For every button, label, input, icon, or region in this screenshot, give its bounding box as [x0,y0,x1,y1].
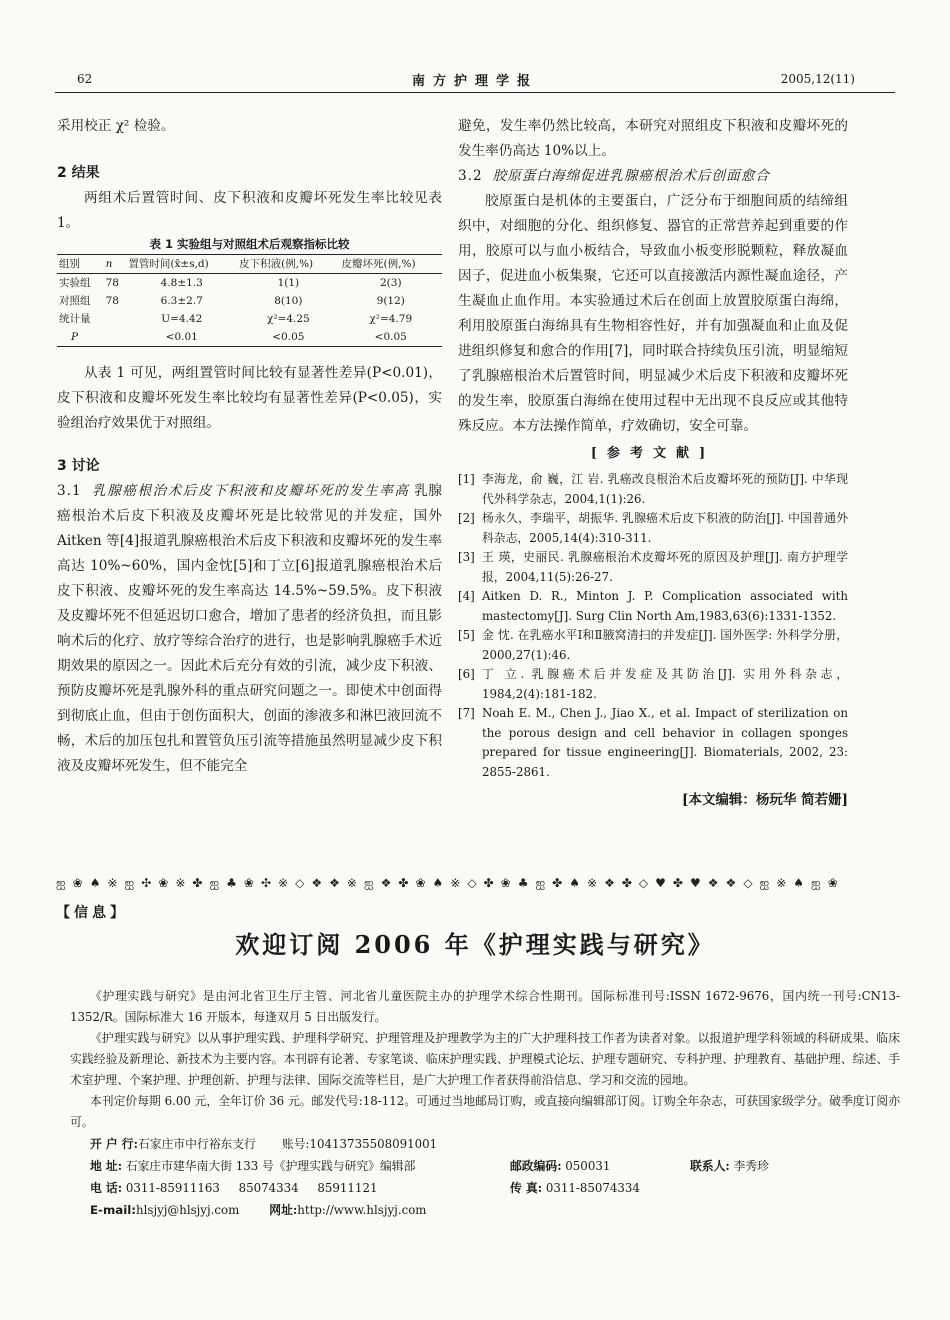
table-header-cell: 置管时间(x̄±s,d) [126,255,237,274]
web-label: 网址: [269,1203,298,1217]
results-text: 两组术后置管时间、皮下积液和皮瓣坏死发生率比较见表 1。 [57,190,442,231]
fax-cell [510,1177,640,1199]
table-cell: 1(1) [277,277,300,289]
table-cell: 78 [105,295,119,307]
reference-item [458,665,848,704]
contact-value: 李秀珍 [733,1159,769,1173]
table-cell: U=4.42 [161,313,203,325]
bank-label: 开 户 行: [90,1137,138,1151]
table-cell: 4.8±1.3 [160,277,203,289]
fax-value: 0311-85074334 [545,1181,640,1195]
contact-web-row [90,1199,900,1221]
subsection-3-1 [57,479,442,779]
table-cell: 统计量 [59,313,91,325]
table-cell: <0.05 [340,328,442,347]
table-cell: 实验组 [59,277,91,289]
subscription-info [70,986,900,1221]
continued-text: 避免，发生率仍然比较高，本研究对照组皮下积液和皮瓣坏死的发生率仍高达 10%以上。 [458,118,848,159]
reference-item [458,704,848,782]
info-tag: 【信息】 [56,905,128,921]
account-label: 账号: [281,1137,310,1151]
postcode-label: 邮政编码: [510,1159,562,1173]
results-heading: 2 结果 [57,165,100,181]
right-column [458,114,848,813]
table-cell: 对照组 [59,295,91,307]
phone-cell [90,1177,510,1199]
issue-number: 2005,12(11) [780,72,855,86]
references-title: [参考文献] [590,446,716,461]
table-row [57,292,442,310]
info-paragraph: 本刊定价每期 6.00 元，全年订价 36 元。邮发代号:18-112。可通过当地邮局订购，或直接向编辑部订阅。订购全年杂志，可获国家级学分。破季度订阅亦可。 [70,1094,900,1129]
table-row [57,274,442,293]
reference-text: 金 忱. 在乳癌水平Ⅰ和Ⅱ腋窝清扫的并发症[J]. 国外医学: 外科学分册，2000,27(1):46. [482,628,848,662]
subsection-number: 3.1 [57,483,82,499]
reference-text: 丁 立. 乳腺癌术后并发症及其防治[J]. 实用外科杂志，1984,2(4):181-182. [482,667,848,701]
phone-value: 0311-85911163 85074334 85911121 [125,1181,378,1195]
reference-number: [1] [458,472,475,486]
reference-number: [3] [458,550,475,564]
reference-text: 李海龙，俞 巍，江 岩. 乳癌改良根治术后皮瓣坏死的预防[J]. 中华现代外科学杂志，2004,1(1):26. [482,472,848,506]
reference-number: [4] [458,589,475,603]
table-cell [104,310,127,328]
table-cell: χ²=4.25 [266,313,310,325]
page-number: 62 [77,72,93,86]
phone-label: 电 话: [90,1181,123,1195]
address-cell [90,1155,510,1177]
postcode-cell [510,1155,690,1177]
table-header-cell: 组别 [57,255,104,274]
table-cell: χ²=4.79 [369,313,413,325]
reference-text: 杨永久，李瑞平，胡振华. 乳腺癌术后皮下积液的防治[J]. 中国普通外科杂志，2005,14(4):310-311. [482,511,848,545]
table-cell: <0.01 [126,328,237,347]
reference-number: [6] [458,667,475,681]
table-row [57,310,442,328]
table-header-cell: 皮瓣坏死(例,%) [340,255,442,274]
table-row [57,328,442,347]
reference-number: [2] [458,511,475,525]
address-value: 石家庄市建华南大街 133 号《护理实践与研究》编辑部 [125,1159,416,1173]
table-cell: <0.05 [237,328,339,347]
fax-label: 传 真: [510,1181,543,1195]
table-note: 从表 1 可见，两组置管时间比较有显著性差异(P<0.01)，皮下积液和皮瓣坏死发生率比较均有显著性差异(P<0.05)，实验组治疗效果优于对照组。 [57,365,442,431]
table-cell: 9(12) [376,295,405,307]
reference-text: Aitken D. R., Minton J. P. Complication associated with mastectomy[J]. Surg Clin North Am,1983,63(6):1331-1352. [482,589,848,623]
reference-number: [5] [458,628,475,642]
reference-text: 王 瑛，史丽民. 乳腺癌根治术皮瓣坏死的原因及护理[J]. 南方护理学报，2004,11(5):26-27. [482,550,848,584]
references-list [458,470,848,782]
table-cell: 2(3) [379,277,402,289]
table-caption: 表 1 实验组与对照组术后观察指标比较 [149,237,350,251]
postcode-value: 050031 [565,1159,611,1173]
table-cell: P [57,328,104,347]
journal-title: 南方护理学报 [411,74,538,89]
bank-row [90,1133,900,1155]
table-header-cell: 皮下积液(例,%) [237,255,339,274]
results-table [57,236,442,347]
phone-row [90,1177,900,1199]
ornamental-divider: ஐ ❀ ♠ ※ ஐ ✣ ❀ ※ ✤ ஐ ♣ ❀ ✣ ※ ◇ ❖ ❖ ※ ஐ ❖ ✤ ❀ ♠ ※ ◇ ✤ ❀ ♣ ஐ ✤ ♠ ※ ❖ ✤ ◇ ♥ ✤ ♥ ❖ ❖ ◇ ஐ ※ ♠ ஐ ❀ [56,876,840,890]
reference-item [458,470,848,509]
account-value: 10413735508091001 [309,1137,438,1151]
table-cell: 8(10) [274,295,303,307]
left-column [57,114,442,779]
reference-item [458,626,848,665]
email-value[interactable]: hlsjyj@hlsjyj.com [136,1203,240,1217]
page-header [55,66,895,93]
address-label: 地 址: [90,1159,123,1173]
reference-item [458,587,848,626]
editor-credit: [本文编辑：杨玩华 简若姗] [682,792,848,808]
subsection-body: 乳腺癌根治术后皮下积液及皮瓣坏死是比较常见的并发症，国外 Aitken 等[4]报道乳腺癌根治术后皮下积液和皮瓣坏死的发生率高达 10%~60%，国内金忱[5]和丁立[6]报道乳腺癌根治术后皮下积液、皮瓣坏死的发生率高达 14.5%~59.5%。皮下积液及皮瓣坏死不但延迟切口愈合，增加了患者的经济负担，而且影响术后的化疗、放疗等综合治疗的进行，也是影响乳腺癌手术近期效果的原因之一。因此术后充分有效的引流，减少皮下积液、预防皮瓣坏死是乳腺外科的重点研究问题之一。即使术中创面得到彻底止血，但由于创伤面积大，创面的渗液多和淋巴液回流不畅，术后的加压包扎和置管负压引流等措施虽然明显减少皮下积液及皮瓣坏死发生，但不能完全 [57,483,443,774]
web-value[interactable]: http://www.hlsjyj.com [297,1203,427,1217]
info-paragraph: 《护理实践与研究》是由河北省卫生厅主管、河北省儿童医院主办的护理学术综合性期刊。国际标准刊号:ISSN 1672-9676，国内统一刊号:CN13-1352/R。国际标准大 16 开版本，每逢双月 5 日出版发行。 [70,989,900,1024]
reference-text: Noah E. M., Chen J., Jiao X., et al. Impact of sterilization on the porous design and cell behavior in collagen sponges prepared for tissue engineering[J]. Biomaterials, 2002, 23: 2855-2861. [482,706,848,779]
reference-item [458,509,848,548]
address-row [90,1155,900,1177]
subsection-3-2-body: 胶原蛋白是机体的主要蛋白，广泛分布于细胞间质的结缔组织中，对细胞的分化、组织修复、器官的正常营养起到重要的作用，胶原可以与血小板结合，导致血小板变形脱颗粒，释放凝血因子，促进血小板集聚，它还可以直接激活内源性凝血途径，产生凝血止血作用。本实验通过术后在创面上放置胶原蛋白海绵，利用胶原蛋白海绵具有生物相容性好，并有加强凝血和止血及促进组织修复和愈合的作用[7]，同时联合持续负压引流，明显缩短了乳腺癌根治术后置管时间，明显减少术后皮下积液和皮瓣坏死的发生率，胶原蛋白海绵在使用过程中无出现不良反应或其他特殊反应。本方法操作简单，疗效确切，安全可靠。 [458,193,848,434]
subsection-title-text: 胶原蛋白海绵促进乳腺癌根治术后创面愈合 [492,168,770,184]
table-cell: 6.3±2.7 [160,295,203,307]
email-label: E-mail: [90,1203,137,1217]
subscription-banner: 欢迎订阅 2006 年《护理实践与研究》 [235,930,715,959]
reference-number: [7] [458,706,475,720]
contact-cell [690,1155,769,1177]
intro-text: 采用校正 χ² 检验。 [57,118,175,134]
info-paragraph: 《护理实践与研究》以从事护理实践、护理科学研究、护理管理及护理教学为主的广大护理科技工作者为读者对象。以报道护理学科领域的科研成果、临床实践经验及新理论、新技术为主要内容。本刊辟有论著、专家笔谈、临床护理实践、护理模式论坛、护理专题研究、专科护理、护理教育、基础护理、综述、手术室护理、个案护理、护理创新、护理与法律、国际交流等栏目，是广大护理工作者获得前沿信息、学习和交流的园地。 [70,1031,900,1087]
reference-item [458,548,848,587]
subsection-title [57,483,409,499]
table-header-cell: n [104,255,127,274]
subsection-title-text: 乳腺癌根治术后皮下积液和皮瓣坏死的发生率高 [91,483,410,499]
contact-label: 联系人: [690,1159,730,1173]
table-cell: 78 [105,277,119,289]
table-header-row [57,255,442,274]
bank-value: 石家庄市中行裕东支行 [137,1137,256,1151]
subsection-3-2-title [458,164,848,189]
discussion-heading: 3 讨论 [57,458,100,474]
table-cell [104,328,127,347]
subsection-number: 3.2 [458,168,483,184]
